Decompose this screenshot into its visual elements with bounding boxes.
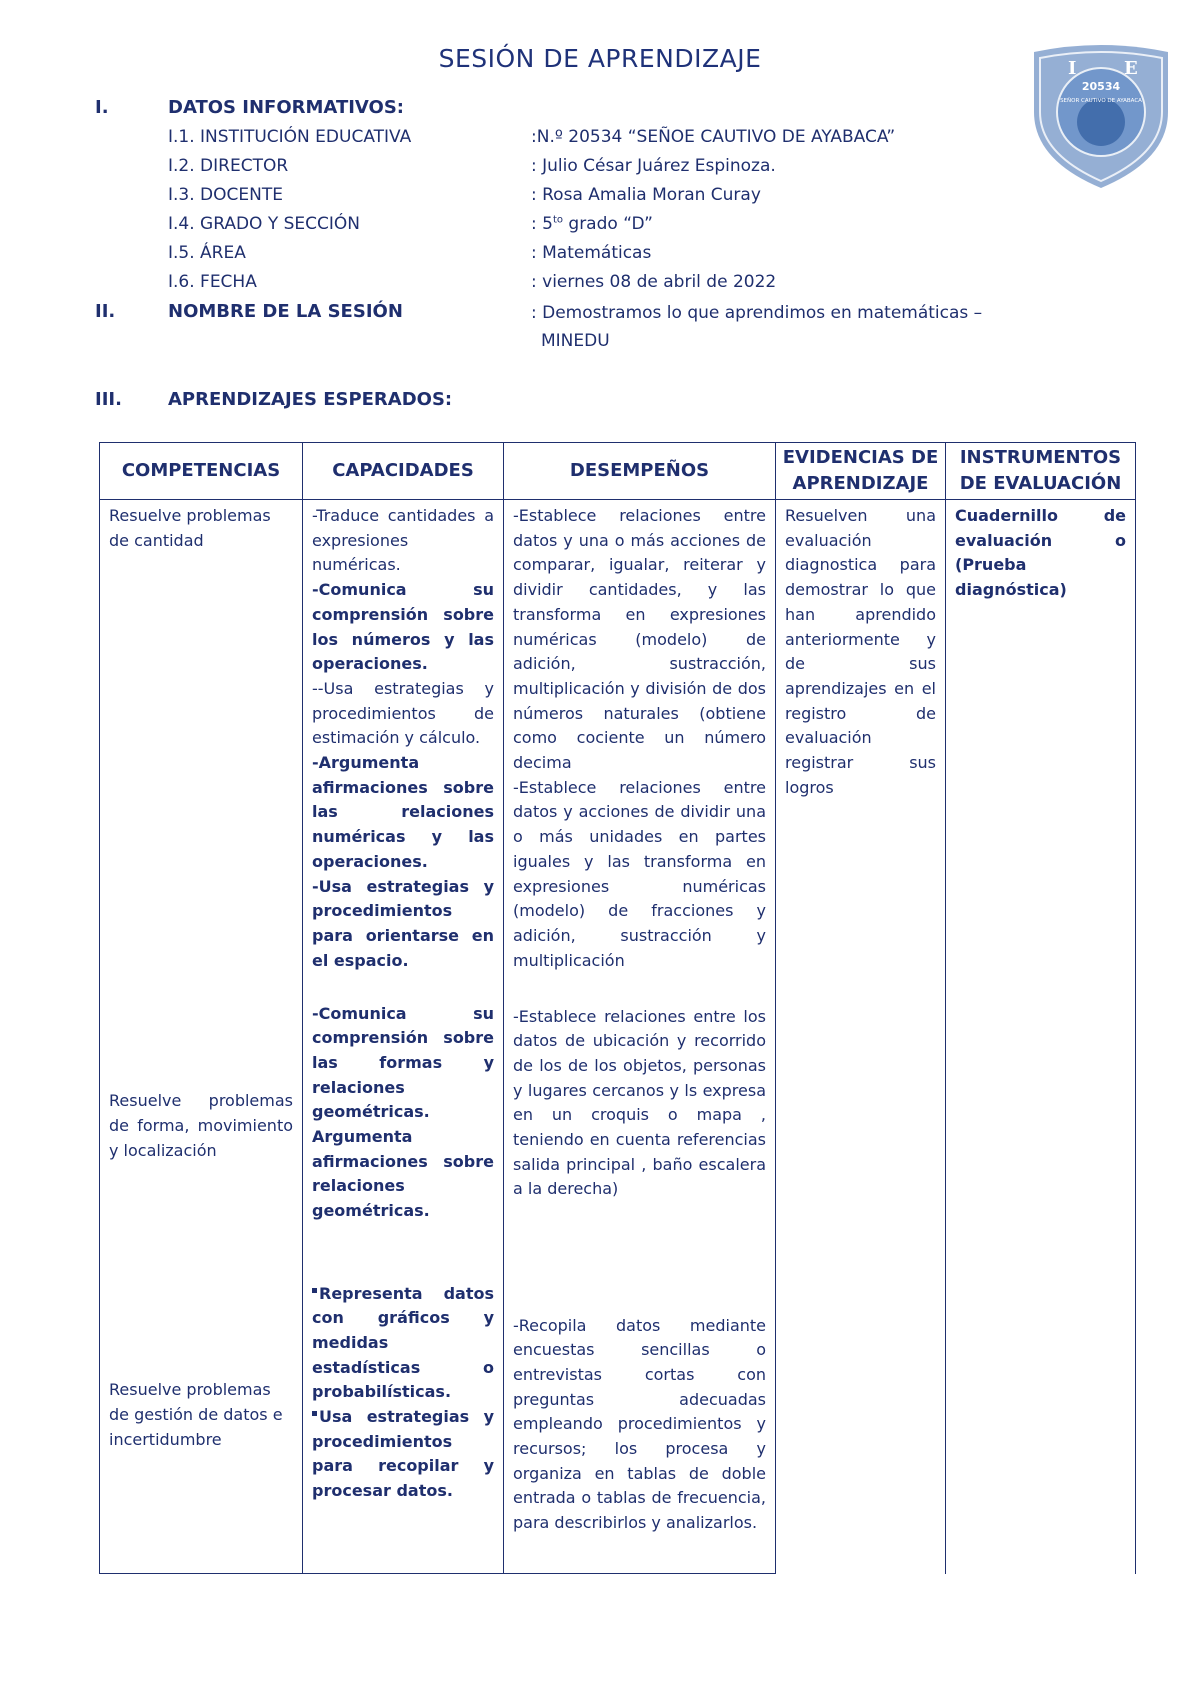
section-1-label: DATOS INFORMATIVOS: bbox=[168, 97, 405, 118]
dato-institucion-label: I.1. INSTITUCIÓN EDUCATIVA bbox=[168, 127, 412, 147]
desempenos-cell: -Establece relaciones entre los datos de ubicación y recorrido de los de los objetos, personas y lugares cercanos y ls expresa en un croquis o mapa , teniendo en cuenta referencias salida principal , baño escalera a la derecha) bbox=[504, 996, 776, 1258]
capacidades-cell: -Traduce cantidades a expresiones numéricas. -Comunica su comprensión sobre los números y las operaciones. --Usa estrategias y procedimientos de estimación y cálculo. -Argumenta afirmaciones sobre las relaciones numéricas y las operaciones. -Usa estrategias y procedimientos para orientarse en el espacio. bbox=[303, 500, 504, 996]
competencia-cell: Resuelve problemas de gestión de datos e incertidumbre bbox=[100, 1258, 303, 1574]
dato-institucion-value: :N.º 20534 “SEÑOE CAUTIVO DE AYABACA” bbox=[531, 127, 896, 147]
section-2-label: NOMBRE DE LA SESIÓN bbox=[168, 301, 403, 322]
section-3-label: APRENDIZAJES ESPERADOS: bbox=[168, 389, 453, 410]
dato-director-value: : Julio César Juárez Espinoza. bbox=[531, 156, 776, 176]
session-name-line1: : Demostramos lo que aprendimos en matemáticas – bbox=[531, 303, 983, 323]
document-title: SESIÓN DE APRENDIZAJE bbox=[438, 44, 762, 73]
capacidades-cell: -Comunica su comprensión sobre las formas y relaciones geométricas. Argumenta afirmaciones sobre relaciones geométricas. bbox=[303, 996, 504, 1258]
dato-grado-value: : $5^{to}$ grado “D” bbox=[531, 214, 653, 234]
section-3-number: III. bbox=[95, 389, 122, 410]
dato-director-label: I.2. DIRECTOR bbox=[168, 156, 289, 176]
dato-grado-label: I.4. GRADO Y SECCIÓN bbox=[168, 214, 361, 234]
section-1-number: I. bbox=[95, 97, 109, 118]
dato-docente-label: I.3. DOCENTE bbox=[168, 185, 283, 205]
desempenos-cell: -Establece relaciones entre datos y una o más acciones de comparar, igualar, reiterar y dividir cantidades, y las transforma en expresiones numéricas (modelo) de adición, sustracción, multiplicación y división de dos números naturales (obtiene como cociente un número decima -Establece relaciones entre datos y acciones de dividir una o más unidades en partes iguales y las transforma en expresiones numéricas (modelo) de fracciones y adición, sustracción y multiplicación bbox=[504, 500, 776, 996]
school-seal-logo bbox=[1026, 42, 1176, 192]
learning-table bbox=[99, 442, 1136, 1574]
table-header-row bbox=[100, 443, 1136, 500]
header-capacidades: CAPACIDADES bbox=[303, 443, 504, 500]
table-row bbox=[100, 500, 1136, 996]
desempenos-cell: -Recopila datos mediante encuestas sencillas o entrevistas cortas con preguntas adecuadas empleando procedimientos y recursos; los procesa y organiza en tablas de doble entrada o tablas de frecuencia, para describirlos y analizarlos. bbox=[504, 1258, 776, 1574]
dato-fecha-label: I.6. FECHA bbox=[168, 272, 257, 292]
section-2-number: II. bbox=[95, 301, 116, 322]
bullet-square-icon bbox=[312, 1288, 317, 1293]
capacidades-cell: Representa datos con gráficos y medidas estadísticas o probabilísticas. Usa estrategias y procedimientos para recopilar y procesar datos. bbox=[303, 1258, 504, 1574]
seal-letter-right: E bbox=[1124, 58, 1138, 79]
header-evidencias: EVIDENCIAS DE APRENDIZAJE bbox=[776, 443, 946, 500]
competencia-cell: Resuelve problemas de cantidad bbox=[100, 500, 303, 996]
header-competencias: COMPETENCIAS bbox=[100, 443, 303, 500]
instrumento-cell: Cuadernillo de evaluación o (Prueba diagnóstica) bbox=[946, 500, 1136, 1574]
evidencia-cell: Resuelven una evaluación diagnostica para demostrar lo que han aprendido anteriormente y de sus aprendizajes en el registro de evaluación registrar sus logros bbox=[776, 500, 946, 1574]
header-desempenos: DESEMPEÑOS bbox=[504, 443, 776, 500]
dato-docente-value: : Rosa Amalia Moran Curay bbox=[531, 185, 761, 205]
header-instrumentos: INSTRUMENTOS DE EVALUACIÓN bbox=[946, 443, 1136, 500]
dato-area-value: : Matemáticas bbox=[531, 243, 652, 263]
dato-area-label: I.5. ÁREA bbox=[168, 243, 246, 263]
bullet-square-icon bbox=[312, 1411, 317, 1416]
seal-ring-text: SEÑOR CAUTIVO DE AYABACA bbox=[1060, 98, 1142, 104]
seal-letter-left: I bbox=[1068, 58, 1077, 79]
competencia-cell: Resuelve problemas de forma, movimiento y localización bbox=[100, 996, 303, 1258]
session-name-line2: MINEDU bbox=[541, 331, 610, 351]
dato-fecha-value: : viernes 08 de abril de 2022 bbox=[531, 272, 777, 292]
seal-number: 20534 bbox=[1081, 80, 1121, 93]
